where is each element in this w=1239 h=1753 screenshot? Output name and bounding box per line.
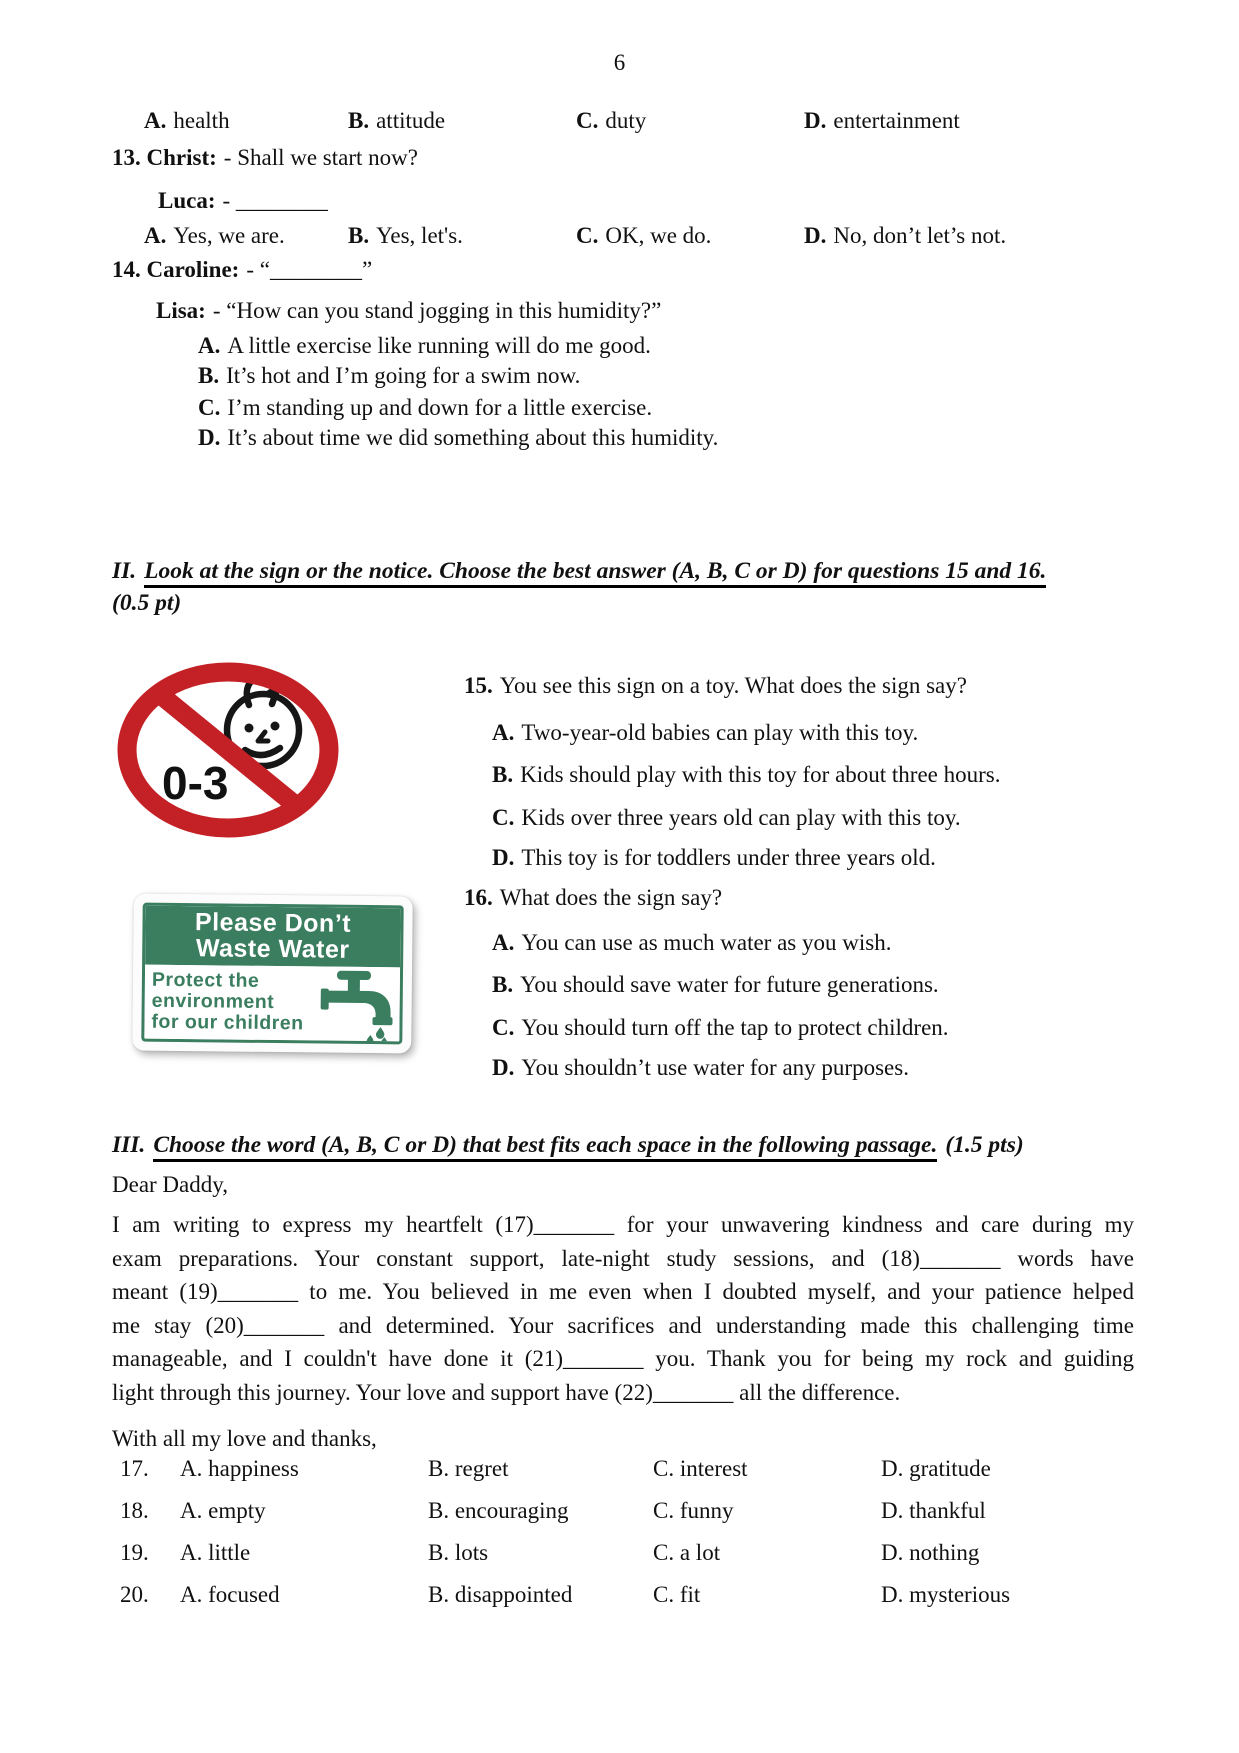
water-sign-header: Please Don’t Waste Water xyxy=(145,906,401,968)
letter-line: manageable, and I couldn't have done it (21)_______ you. Thank you for being my rock and guiding xyxy=(112,1346,1134,1371)
baby-nose xyxy=(258,732,268,741)
q15-option-d: D. This toy is for toddlers under three years old. xyxy=(492,845,936,870)
q16-option-b: B. You should save water for future generations. xyxy=(492,972,939,997)
q17-option-b: B. regret xyxy=(428,1456,509,1481)
q12-option-c: C. duty xyxy=(576,108,647,133)
letter-line: I am writing to express my heartfelt (17)_______ for your unwavering kindness and care during my xyxy=(112,1212,1134,1237)
q20-option-c: C. fit xyxy=(653,1582,701,1607)
q18-option-a: A. empty xyxy=(180,1498,266,1523)
q15-option-c: C. Kids over three years old can play with this toy. xyxy=(492,805,961,830)
water-sign-body: Protect the environment for our children xyxy=(144,965,400,1042)
q12-option-a: A. health xyxy=(144,108,230,133)
q14-reply: Lisa: - “How can you stand jogging in this humidity?” xyxy=(156,298,662,323)
q13-option-c: C. OK, we do. xyxy=(576,223,712,248)
q14-option-b: B. It’s hot and I’m going for a swim now. xyxy=(198,363,581,388)
q15-option-b: B. Kids should play with this toy for about three hours. xyxy=(492,762,1001,787)
q17-option-c: C. interest xyxy=(653,1456,748,1481)
section2-points: (0.5 pt) xyxy=(112,590,182,616)
q20-option-d: D. mysterious xyxy=(881,1582,1011,1607)
section2-heading: II. Look at the sign or the notice. Choose the best answer (A, B, C or D) for questions 15 and 16. xyxy=(112,557,1046,585)
q20-option-a: A. focused xyxy=(180,1582,280,1607)
q19-option-b: B. lots xyxy=(428,1540,489,1565)
q13-reply: Luca: - ________ xyxy=(158,188,328,213)
q14-option-c: C. I’m standing up and down for a little exercise. xyxy=(198,395,653,420)
grid-row-18: 18. A. empty B. encouraging C. funny D. thankful xyxy=(120,1498,986,1523)
q18-option-c: C. funny xyxy=(653,1498,734,1523)
q14-option-a: A. A little exercise like running will do me good. xyxy=(198,333,651,358)
q16-option-a: A. You can use as much water as you wish. xyxy=(492,930,892,955)
q17-option-d: D. gratitude xyxy=(881,1456,991,1481)
q13-option-d: D. No, don’t let’s not. xyxy=(804,223,1007,248)
q18-option-b: B. encouraging xyxy=(428,1498,569,1523)
letter-line: light through this journey. Your love and support have (22)_______ all the difference. xyxy=(112,1379,901,1405)
page-number: 6 xyxy=(613,50,626,75)
q16-option-d: D. You shouldn’t use water for any purposes. xyxy=(492,1055,909,1080)
q17-option-a: A. happiness xyxy=(180,1456,299,1481)
faucet-icon xyxy=(316,968,397,1044)
q15-question: 15. You see this sign on a toy. What does the sign say? xyxy=(464,673,967,698)
age-range-text: 0-3 xyxy=(162,757,229,809)
baby-right-eye xyxy=(271,722,280,731)
grid-row-19: 19. A. little B. lots C. a lot D. nothing xyxy=(120,1540,980,1565)
no-children-0-3-sign xyxy=(112,660,344,840)
q12-option-d: D. entertainment xyxy=(804,108,960,133)
grid-row-20: 20. A. focused B. disappointed C. fit D. mysterious xyxy=(120,1582,1011,1607)
letter-line: exam preparations. Your constant support, late-night study sessions, and (18)_______ words have xyxy=(112,1245,1134,1271)
q14-prompt: 14. Caroline: - “________” xyxy=(112,257,373,282)
section3-heading: III. Choose the word (A, B, C or D) that best fits each space in the following passage. (1.5 pts) xyxy=(112,1131,1024,1159)
q19-option-d: D. nothing xyxy=(881,1540,980,1565)
letter-salutation: Dear Daddy, xyxy=(112,1172,229,1197)
q16-option-c: C. You should turn off the tap to protect children. xyxy=(492,1015,949,1040)
q14-option-d: D. It’s about time we did something about this humidity. xyxy=(198,425,719,450)
no-children-0-3-icon xyxy=(112,660,344,840)
q20-option-b: B. disappointed xyxy=(428,1582,573,1607)
grid-row-17: 17. A. happiness B. regret C. interest D. gratitude xyxy=(120,1456,991,1481)
q19-option-a: A. little xyxy=(180,1540,251,1565)
letter-closing: With all my love and thanks, xyxy=(112,1426,377,1451)
q13-prompt: 13. Christ: - Shall we start now? xyxy=(112,145,418,170)
q15-option-a: A. Two-year-old babies can play with this toy. xyxy=(492,720,919,745)
q16-question: 16. What does the sign say? xyxy=(464,885,723,910)
q19-option-c: C. a lot xyxy=(653,1540,721,1565)
baby-left-eye xyxy=(245,724,254,733)
baby-mouth xyxy=(245,748,280,755)
letter-line: me stay (20)_______ and determined. Your sacrifices and understanding made this challenging time xyxy=(112,1312,1134,1338)
q12-option-b: B. attitude xyxy=(348,108,446,133)
q13-option-a: A. Yes, we are. xyxy=(144,223,285,248)
q18-option-d: D. thankful xyxy=(881,1498,986,1523)
dont-waste-water-sign xyxy=(132,894,413,1054)
q13-option-b: B. Yes, let's. xyxy=(348,223,463,248)
letter-line: meant (19)_______ to me. You believed in me even when I doubted myself, and your patience helped xyxy=(112,1279,1134,1304)
letter-body xyxy=(112,1208,1134,1409)
